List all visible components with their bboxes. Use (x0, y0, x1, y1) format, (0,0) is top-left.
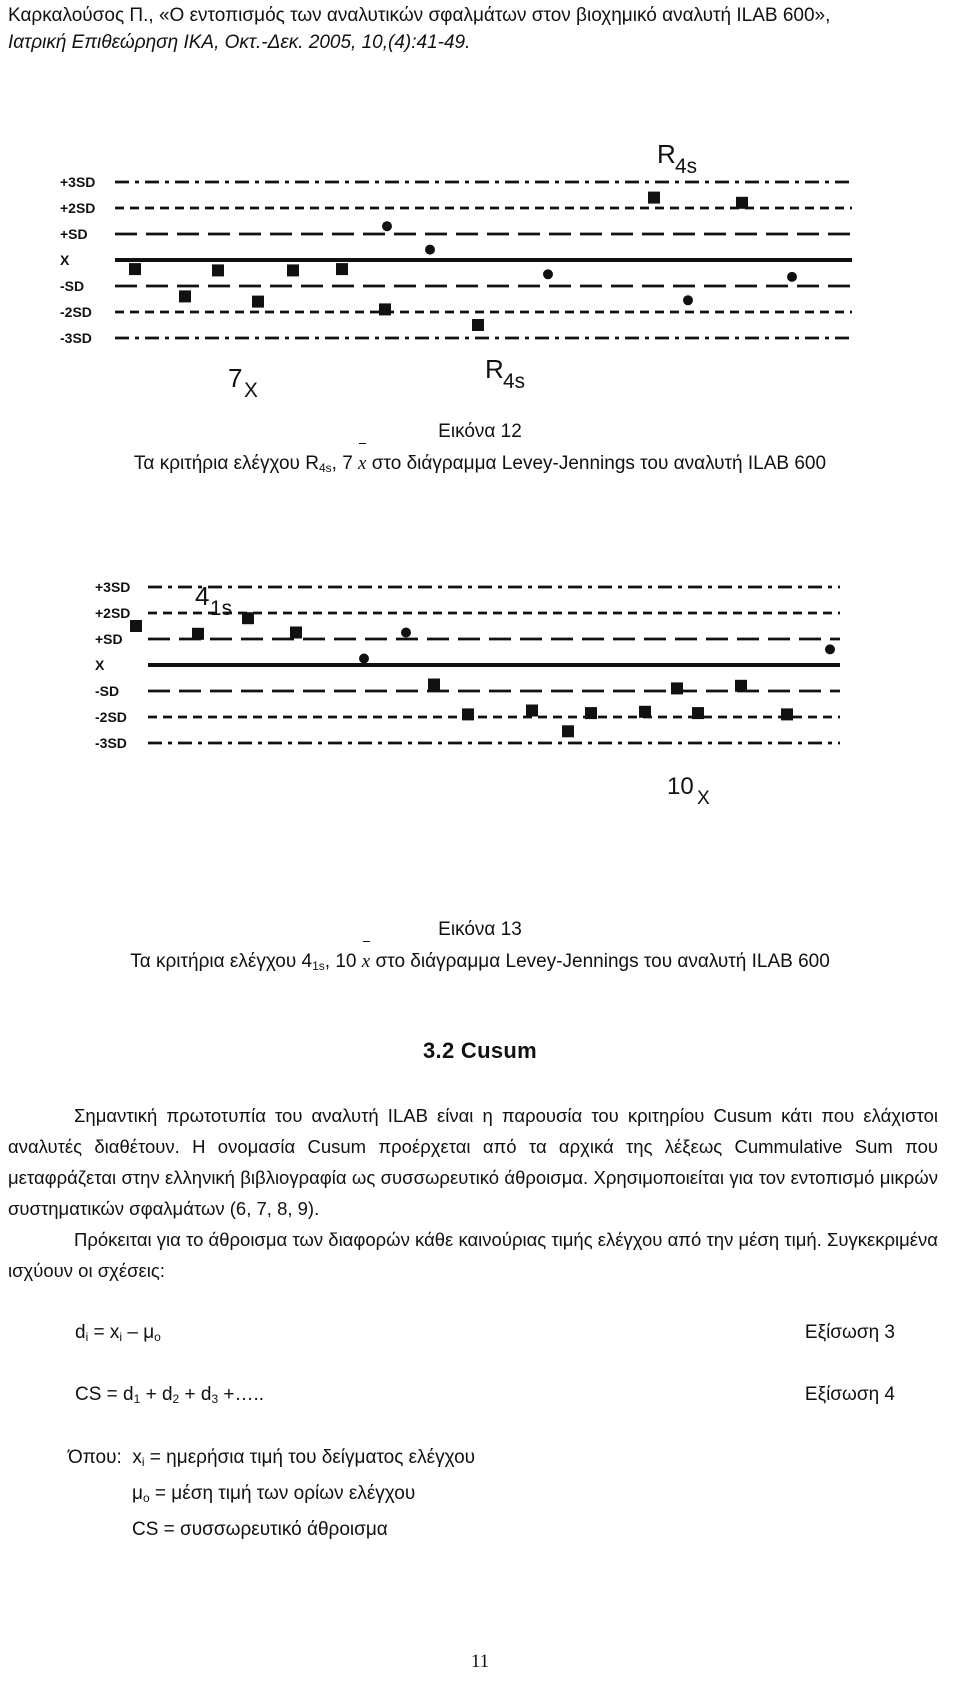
eq3-mu-sub: o (154, 1330, 161, 1344)
annotation-41s: 4 (195, 581, 210, 611)
data-point-square (585, 707, 597, 719)
data-point-circle (683, 295, 693, 305)
def2-text: = μέση τιμή των ορίων ελέγχου (149, 1483, 416, 1504)
level-label: -3SD (60, 330, 92, 346)
caption-13-after: στο διάγραμμα Levey-Jennings του αναλυτή ILAB 600 (370, 951, 830, 972)
figure-13-caption (0, 914, 960, 982)
eq4-sub-3: 3 (211, 1392, 219, 1406)
equation-4-formula (75, 1384, 264, 1405)
equation-4 (75, 1384, 895, 1406)
annotation-10x-sub: X (697, 788, 710, 809)
definitions-intro: Όπου: (68, 1447, 122, 1468)
figure-13-label: Εικόνα 13 (438, 919, 522, 940)
level-label: +3SD (95, 579, 131, 595)
caption-13-xbar: x (361, 951, 371, 972)
annotation-7x-sub: X (244, 379, 258, 402)
caption-12-after: στο διάγραμμα Levey-Jennings του αναλυτή ILAB 600 (366, 453, 827, 474)
annotation-r4s-top: R (657, 140, 676, 169)
data-point-square (212, 264, 224, 276)
level-label: +SD (60, 226, 88, 242)
annotation-r4s-bottom-sub: 4s (503, 370, 525, 393)
data-point-square (781, 708, 793, 720)
level-label: +3SD (60, 174, 96, 190)
annotation-r4s-bottom: R (485, 354, 504, 384)
def1-text: = ημερήσια τιμή του δείγματος ελέγχου (144, 1447, 476, 1468)
def2-sub: o (142, 1491, 150, 1505)
figure-13-chart (30, 573, 920, 893)
data-point-circle (359, 654, 369, 664)
citation-line-1: Καρκαλούσος Π., «Ο εντοπισμός των αναλυτικών σφαλμάτων στον βιοχημικό αναλυτή ILAB 600», (8, 5, 831, 26)
caption-12-sub: 4s (318, 461, 332, 475)
section-body (8, 1100, 938, 1286)
data-point-square (130, 620, 142, 632)
data-point-square (736, 197, 748, 209)
paragraph-2: Πρόκειται για το άθροισμα των διαφορών κάθε καινούριας τιμής ελέγχου από την μέση τιμή. Συγκεκριμένα ισχύουν οι σχέσεις: (8, 1229, 938, 1281)
data-point-square (526, 705, 538, 717)
data-point-square (242, 612, 254, 624)
eq3-x: = x (88, 1322, 120, 1343)
level-label: -3SD (95, 735, 127, 751)
def1-sub: i (141, 1455, 145, 1469)
data-point-square (192, 628, 204, 640)
def2-mu: μ (132, 1483, 143, 1504)
data-point-square (462, 708, 474, 720)
annotation-r4s-top-sub: 4s (675, 155, 697, 178)
figure-12-chart (30, 140, 920, 430)
citation-header (8, 2, 830, 56)
caption-13-mid: , 10 (324, 951, 357, 972)
caption-12-part: Τα κριτήρια ελέγχου R (133, 453, 319, 474)
data-point-circle (543, 269, 553, 279)
data-point-square (290, 627, 302, 639)
level-label: -SD (60, 278, 85, 294)
definition-3: CS = συσσωρευτικό άθροισμα (132, 1519, 388, 1540)
eq4-plus-1: + d (140, 1384, 173, 1405)
level-label: +2SD (95, 605, 131, 621)
data-point-circle (382, 221, 392, 231)
equation-3-formula (75, 1322, 161, 1343)
eq3-d-sub: i (85, 1330, 89, 1344)
section-title: 3.2 Cusum (423, 1038, 537, 1063)
data-point-square (179, 290, 191, 302)
definitions-block (68, 1442, 475, 1545)
data-point-square (562, 725, 574, 737)
data-point-circle (825, 644, 835, 654)
data-point-square (648, 192, 660, 204)
equation-4-label: Εξίσωση 4 (804, 1384, 895, 1405)
eq4-sub-1: 1 (133, 1392, 141, 1406)
caption-13-sub: 1s (312, 959, 325, 973)
data-point-circle (787, 272, 797, 282)
caption-12-mid: , 7 (331, 453, 353, 474)
level-label: +SD (95, 631, 123, 647)
data-point-square (472, 319, 484, 331)
level-label: X (95, 657, 105, 673)
caption-13-part: Τα κριτήρια ελέγχου 4 (130, 951, 313, 972)
data-point-square (692, 707, 704, 719)
equation-3 (75, 1322, 895, 1344)
data-point-square (428, 679, 440, 691)
figure-12-label: Εικόνα 12 (438, 421, 522, 442)
data-point-square (735, 680, 747, 692)
eq4-end: +….. (218, 1384, 265, 1405)
eq4-sub-2: 2 (172, 1392, 180, 1406)
citation-line-2: Ιατρική Επιθεώρηση ΙΚΑ, Οκτ.-Δεκ. 2005, 10,(4):41-49. (8, 32, 471, 53)
data-point-circle (425, 245, 435, 255)
data-point-square (129, 263, 141, 275)
levey-jennings-chart-12 (30, 140, 920, 430)
level-label: -2SD (95, 709, 127, 725)
level-label: -2SD (60, 304, 92, 320)
level-label: X (60, 252, 70, 268)
annotation-10x: 10 (667, 773, 694, 800)
eq3-mu: – μ (122, 1322, 155, 1343)
definition-2 (68, 1478, 475, 1514)
figure-13-caption-text (130, 951, 830, 972)
eq3-x-sub: i (119, 1330, 123, 1344)
annotation-41s-sub: 1s (210, 597, 232, 620)
figure-12-caption-text (134, 453, 826, 474)
level-label: +2SD (60, 200, 96, 216)
data-point-square (252, 296, 264, 308)
data-point-square (287, 264, 299, 276)
eq3-d: d (75, 1322, 86, 1343)
levey-jennings-chart-13 (30, 573, 920, 893)
eq4-plus-2: + d (179, 1384, 212, 1405)
data-point-square (379, 303, 391, 315)
equation-3-label: Εξίσωση 3 (804, 1322, 895, 1343)
caption-12-xbar: x (358, 453, 367, 474)
annotation-7x: 7 (228, 363, 243, 393)
paragraph-1: Σημαντική πρωτοτυπία του αναλυτή ILAB είναι η παρουσία του κριτηρίου Cusum κάτι που ελάχιστοι αναλυτές διαθέτουν. Η ονομασία Cusum προέρχεται από τα αρχικά της λέξεως Cummulative Sum που μεταφράζεται στην ελληνική βιβλιογραφία ως συσσωρευτικό άθροισμα. Χρησιμοποιείται για τον εντοπισμό μικρών συστηματικών σφαλμάτων (6, 7, 8, 9). (8, 1105, 938, 1219)
level-label: -SD (95, 683, 120, 699)
def1-x: x (132, 1447, 142, 1468)
definition-1 (68, 1442, 475, 1478)
data-point-square (671, 682, 683, 694)
figure-12-caption (0, 416, 960, 484)
data-point-square (639, 706, 651, 718)
data-point-circle (401, 628, 411, 638)
eq4-start: CS = d (75, 1384, 134, 1405)
page-number: 11 (470, 1651, 490, 1672)
data-point-square (336, 263, 348, 275)
